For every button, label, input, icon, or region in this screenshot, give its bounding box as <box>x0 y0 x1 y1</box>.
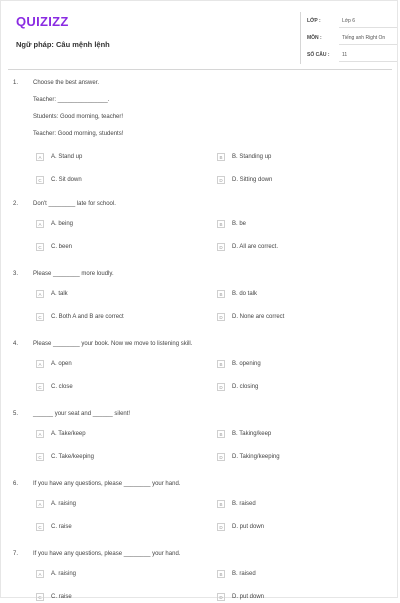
question-prompt: If you have any questions, please ________ your hand. <box>33 551 181 557</box>
question-prompt: Don't ________ late for school. <box>33 201 116 207</box>
option-checkbox[interactable]: D <box>217 593 225 601</box>
option-text: C. been <box>51 244 73 250</box>
option-text: D. put down <box>232 594 265 600</box>
option-text: B. raised <box>232 501 256 507</box>
meta-divider <box>339 44 397 45</box>
option-text: A. being <box>51 221 74 227</box>
question-text-line: Teacher: Good morning, students! <box>33 131 124 137</box>
option-text: C. raise <box>51 524 72 530</box>
question-text-line: Teacher: _______________. <box>33 97 110 103</box>
answer-option-d[interactable] <box>217 313 377 323</box>
option-text: C. Take/keeping <box>51 454 94 460</box>
meta-row-question-count <box>307 50 397 64</box>
option-checkbox[interactable]: A <box>36 153 44 161</box>
question-prompt: Please ________ more loudly. <box>33 271 114 277</box>
answer-option-c[interactable] <box>36 593 196 603</box>
meta-label: SỐ CÂU : <box>307 52 330 58</box>
option-checkbox[interactable]: C <box>36 243 44 251</box>
answer-option-d[interactable] <box>217 176 377 186</box>
option-text: D. Taking/keeping <box>232 454 280 460</box>
option-checkbox[interactable]: C <box>36 176 44 184</box>
option-checkbox[interactable]: B <box>217 570 225 578</box>
option-checkbox[interactable]: D <box>217 313 225 321</box>
option-checkbox[interactable]: D <box>217 383 225 391</box>
option-text: B. do talk <box>232 291 258 297</box>
question-number: 6. <box>13 481 19 487</box>
meta-value: 11 <box>342 52 348 58</box>
meta-divider <box>339 27 397 28</box>
option-checkbox[interactable]: D <box>217 176 225 184</box>
answer-option-d[interactable] <box>217 523 377 533</box>
answer-option-a[interactable] <box>36 360 196 370</box>
answer-option-d[interactable] <box>217 383 377 393</box>
answer-option-b[interactable] <box>217 153 377 163</box>
answer-option-b[interactable] <box>217 500 377 510</box>
answer-option-c[interactable] <box>36 453 196 463</box>
option-checkbox[interactable]: D <box>217 243 225 251</box>
option-text: B. raised <box>232 571 256 577</box>
option-checkbox[interactable]: A <box>36 290 44 298</box>
answer-option-c[interactable] <box>36 243 196 253</box>
option-text: A. raising <box>51 571 77 577</box>
answer-option-d[interactable] <box>217 243 377 253</box>
question-number: 2. <box>13 201 19 207</box>
option-checkbox[interactable]: C <box>36 383 44 391</box>
option-text: A. talk <box>51 291 68 297</box>
question-number: 4. <box>13 341 19 347</box>
answer-option-b[interactable] <box>217 360 377 370</box>
meta-row-grade <box>307 16 397 30</box>
answer-option-a[interactable] <box>36 153 196 163</box>
option-text: D. Sitting down <box>232 177 273 183</box>
worksheet-header <box>8 8 392 70</box>
option-checkbox[interactable]: A <box>36 430 44 438</box>
option-checkbox[interactable]: B <box>217 430 225 438</box>
answer-option-b[interactable] <box>217 290 377 300</box>
option-text: D. All are correct. <box>232 244 279 250</box>
answer-option-a[interactable] <box>36 500 196 510</box>
option-text: C. Both A and B are correct <box>51 314 124 320</box>
option-text: A. Stand up <box>51 154 83 160</box>
answer-option-b[interactable] <box>217 570 377 580</box>
option-checkbox[interactable]: B <box>217 500 225 508</box>
option-text: D. None are correct <box>232 314 285 320</box>
option-text: B. opening <box>232 361 261 367</box>
meta-label: MÔN : <box>307 35 322 41</box>
answer-option-b[interactable] <box>217 430 377 440</box>
option-checkbox[interactable]: C <box>36 453 44 461</box>
option-text: B. be <box>232 221 247 227</box>
option-checkbox[interactable]: D <box>217 453 225 461</box>
quizizz-logo: QUIZIZZ <box>16 14 69 29</box>
answer-option-a[interactable] <box>36 430 196 440</box>
meta-divider <box>339 61 397 62</box>
option-text: D. put down <box>232 524 265 530</box>
question-number: 5. <box>13 411 19 417</box>
option-checkbox[interactable]: C <box>36 593 44 601</box>
option-text: A. open <box>51 361 72 367</box>
question-text-line: Students: Good morning, teacher! <box>33 114 124 120</box>
option-text: C. Sit down <box>51 177 82 183</box>
option-text: C. close <box>51 384 73 390</box>
worksheet-meta <box>300 12 397 64</box>
question-prompt: Please ________ your book. Now we move to listening skill. <box>33 341 193 347</box>
option-text: A. Take/keep <box>51 431 86 437</box>
option-checkbox[interactable]: C <box>36 523 44 531</box>
option-text: B. Taking/keep <box>232 431 272 437</box>
question-prompt: Choose the best answer. <box>33 80 100 86</box>
question-prompt: If you have any questions, please ________ your hand. <box>33 481 181 487</box>
meta-label: LỚP : <box>307 18 321 24</box>
answer-option-d[interactable] <box>217 593 377 603</box>
question-prompt: ______ your seat and ______ silent! <box>33 411 131 417</box>
option-checkbox[interactable]: D <box>217 523 225 531</box>
meta-row-subject <box>307 33 397 47</box>
question-number: 7. <box>13 551 19 557</box>
answer-option-c[interactable] <box>36 383 196 393</box>
answer-option-b[interactable] <box>217 220 377 230</box>
answer-option-c[interactable] <box>36 523 196 533</box>
meta-value: Lớp 6 <box>342 18 356 24</box>
question-number: 1. <box>13 80 19 86</box>
option-text: B. Standing up <box>232 154 272 160</box>
meta-value: Tiếng anh Right On <box>342 35 386 41</box>
worksheet-title: Ngữ pháp: Câu mệnh lệnh <box>16 40 110 49</box>
option-checkbox[interactable]: A <box>36 360 44 368</box>
option-text: D. closing <box>232 384 259 390</box>
option-checkbox[interactable]: A <box>36 570 44 578</box>
answer-option-d[interactable] <box>217 453 377 463</box>
question-number: 3. <box>13 271 19 277</box>
answer-option-a[interactable] <box>36 220 196 230</box>
option-checkbox[interactable]: B <box>217 220 225 228</box>
option-checkbox[interactable]: B <box>217 153 225 161</box>
option-checkbox[interactable]: A <box>36 220 44 228</box>
answer-option-a[interactable] <box>36 290 196 300</box>
option-checkbox[interactable]: B <box>217 290 225 298</box>
option-checkbox[interactable]: C <box>36 313 44 321</box>
answer-option-a[interactable] <box>36 570 196 580</box>
option-checkbox[interactable]: B <box>217 360 225 368</box>
option-text: C. raise <box>51 594 72 600</box>
option-text: A. raising <box>51 501 77 507</box>
answer-option-c[interactable] <box>36 176 196 186</box>
answer-option-c[interactable] <box>36 313 196 323</box>
option-checkbox[interactable]: A <box>36 500 44 508</box>
